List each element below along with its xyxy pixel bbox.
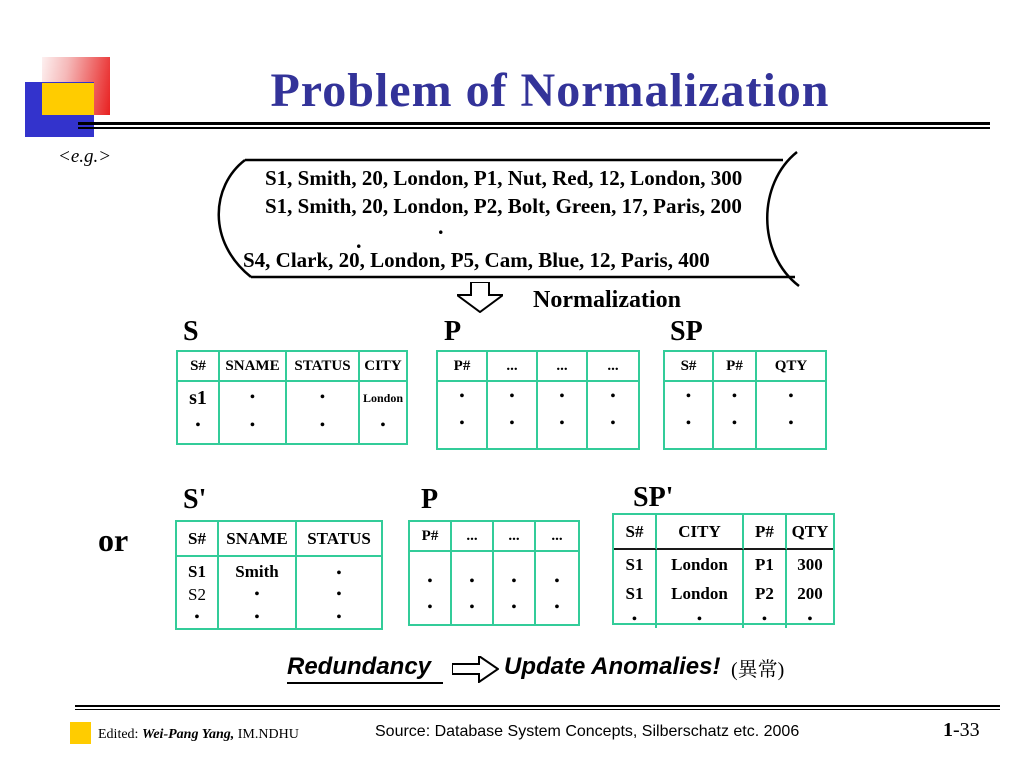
banner-row: S1, Smith, 20, London, P1, Nut, Red, 12, London, 300 bbox=[265, 166, 743, 190]
table-label-s: S bbox=[183, 316, 199, 347]
table-cell: London bbox=[362, 390, 404, 405]
table-header-cell: STATUS bbox=[287, 352, 360, 382]
table-cell: • bbox=[610, 389, 616, 404]
table-cell: • bbox=[665, 382, 714, 412]
table-header-cell: ... bbox=[452, 522, 494, 552]
table-s-prime bbox=[175, 520, 383, 630]
banner-row: S1, Smith, 20, London, P2, Bolt, Green, 17, Paris, 200 bbox=[265, 194, 742, 218]
table-sp-prime bbox=[612, 513, 835, 625]
table-header-cell: ... bbox=[536, 522, 578, 552]
table-header-cell: P# bbox=[714, 352, 757, 382]
table-cell: • bbox=[178, 414, 220, 443]
table-cell: • bbox=[488, 382, 538, 412]
table-header-cell: CITY bbox=[657, 515, 744, 550]
table-cell: • bbox=[438, 382, 488, 412]
table-header-cell: SNAME bbox=[220, 352, 287, 382]
table-cell: • bbox=[554, 574, 560, 589]
table-cell: • bbox=[219, 584, 297, 606]
table-header-cell: SNAME bbox=[219, 522, 297, 557]
footer-rule bbox=[75, 705, 1000, 710]
eg-label: <e.g.> bbox=[58, 146, 112, 167]
table-cell: P2 bbox=[744, 579, 787, 608]
table-cell: S1 bbox=[177, 557, 219, 584]
footer-logo-square bbox=[70, 722, 91, 744]
table-cell: London bbox=[657, 579, 744, 608]
table-cell: • bbox=[665, 412, 714, 448]
table-header-cell: S# bbox=[665, 352, 714, 382]
table-p2 bbox=[408, 520, 580, 626]
table-header-cell: P# bbox=[744, 515, 787, 550]
table-s bbox=[176, 350, 408, 445]
table-cell: • bbox=[452, 592, 494, 624]
table-cell: 300 bbox=[797, 554, 823, 574]
table-cell: • bbox=[714, 382, 757, 412]
table-cell: • bbox=[554, 600, 560, 615]
banner-ellipsis-dot: . bbox=[356, 228, 362, 253]
redundancy-label: Redundancy bbox=[287, 653, 443, 684]
table-cell: • bbox=[287, 414, 360, 443]
table-cell: • bbox=[614, 608, 657, 628]
footer-edited bbox=[98, 727, 299, 743]
table-header-cell: ... bbox=[488, 352, 538, 382]
table-cell: s1 bbox=[178, 382, 220, 414]
table-p1 bbox=[436, 350, 640, 450]
table-cell: • bbox=[438, 412, 488, 448]
table-cell: London bbox=[657, 550, 744, 579]
table-header-cell: S# bbox=[178, 352, 220, 382]
update-anomalies-label: Update Anomalies! bbox=[504, 653, 721, 680]
banner-row: S4, Clark, 20, London, P5, Cam, Blue, 12, Paris, 400 bbox=[243, 248, 710, 272]
table-cell: • bbox=[220, 382, 287, 414]
cjk-note: (異常) bbox=[731, 659, 785, 681]
logo-yellow-square bbox=[42, 83, 94, 115]
table-cell: • bbox=[744, 608, 787, 628]
table-cell: • bbox=[410, 592, 452, 624]
table-cell: • bbox=[657, 608, 744, 628]
table-sp bbox=[663, 350, 827, 450]
table-header-cell: ... bbox=[588, 352, 638, 382]
table-cell: S1 bbox=[614, 550, 657, 579]
table-header-cell: ... bbox=[538, 352, 588, 382]
table-label-sp-prime: SP' bbox=[633, 482, 674, 513]
table-cell: • bbox=[714, 412, 757, 448]
table-cell: • bbox=[177, 606, 219, 628]
table-cell: • bbox=[788, 416, 794, 431]
footer-edited-name: Wei-Pang Yang, bbox=[141, 727, 235, 742]
table-cell: • bbox=[287, 382, 360, 414]
title-rule bbox=[78, 122, 990, 129]
table-label-p: P bbox=[444, 316, 462, 347]
table-cell: • bbox=[488, 412, 538, 448]
table-header-cell: ... bbox=[494, 522, 536, 552]
table-cell: S2 bbox=[177, 584, 219, 606]
banner-ellipsis-dot: . bbox=[438, 214, 444, 239]
table-label-sp: SP bbox=[670, 316, 703, 347]
table-header-cell: P# bbox=[438, 352, 488, 382]
page-number-chapter: 1 bbox=[943, 719, 953, 741]
table-cell: • bbox=[336, 610, 342, 625]
table-cell: • bbox=[807, 612, 813, 627]
table-header-cell: QTY bbox=[757, 352, 825, 382]
down-arrow-icon bbox=[457, 282, 503, 313]
table-cell: • bbox=[610, 416, 616, 431]
or-label: or bbox=[98, 522, 129, 558]
table-cell: • bbox=[380, 418, 386, 433]
table-cell: Smith bbox=[219, 557, 297, 584]
table-cell: • bbox=[494, 592, 536, 624]
page-number bbox=[943, 719, 980, 742]
table-cell: • bbox=[410, 552, 452, 592]
table-cell: • bbox=[538, 412, 588, 448]
page-title: Problem of Normalization bbox=[270, 64, 830, 117]
table-cell: • bbox=[788, 389, 794, 404]
table-cell: 200 bbox=[797, 583, 823, 603]
footer-edited-org: IM.NDHU bbox=[237, 727, 299, 742]
table-header-cell: QTY bbox=[787, 515, 833, 550]
table-cell: • bbox=[220, 414, 287, 443]
right-arrow-icon bbox=[452, 656, 499, 683]
table-cell: • bbox=[494, 552, 536, 592]
footer-source: Source: Database System Concepts, Silberschatz etc. 2006 bbox=[375, 723, 800, 740]
table-cell: • bbox=[538, 382, 588, 412]
table-header-cell: P# bbox=[410, 522, 452, 552]
table-label-s-prime: S' bbox=[183, 484, 207, 515]
table-cell: • bbox=[336, 566, 342, 581]
table-header-cell: CITY bbox=[360, 352, 406, 382]
table-cell: • bbox=[336, 587, 342, 602]
table-header-cell: S# bbox=[614, 515, 657, 550]
table-cell: • bbox=[452, 552, 494, 592]
table-cell: • bbox=[219, 606, 297, 628]
table-header-cell: S# bbox=[177, 522, 219, 557]
table-cell: P1 bbox=[744, 550, 787, 579]
table-cell: S1 bbox=[614, 579, 657, 608]
table-header-cell: STATUS bbox=[297, 522, 381, 557]
normalization-label: Normalization bbox=[533, 287, 681, 313]
table-label-p2: P bbox=[421, 484, 439, 515]
footer-edited-prefix: Edited: bbox=[98, 727, 139, 742]
page-number-rest: -33 bbox=[953, 719, 980, 741]
